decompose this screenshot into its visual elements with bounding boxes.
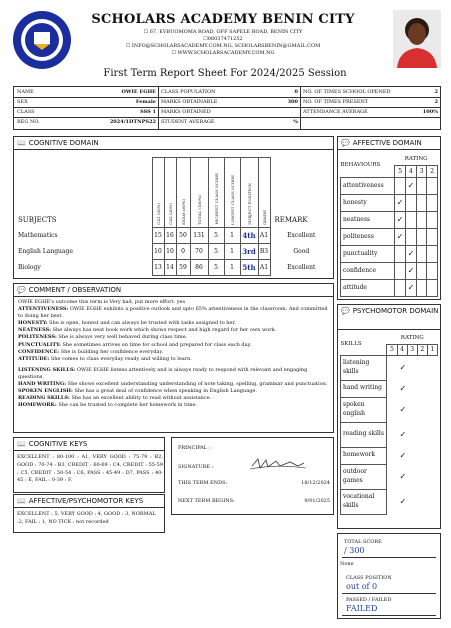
name-label: NAME (17, 89, 34, 95)
school-phone: ☐08037471252 (203, 36, 243, 42)
average-value: % (293, 119, 298, 125)
attendance-value: 100% (422, 109, 438, 115)
term-ends-label: THIS TERM ENDS: (178, 480, 228, 486)
check-icon: ✓ (399, 450, 407, 460)
check-icon: ✓ (407, 180, 415, 190)
rating-cell (427, 194, 438, 211)
term-ends-value: 18/12/2024 (301, 480, 330, 486)
scale-2: 2 (427, 165, 438, 177)
present-label: NO. OF TIMES PRESENT (303, 99, 369, 105)
rating-cell (387, 489, 438, 514)
table-row (16, 228, 332, 244)
opened-value: 2 (434, 89, 438, 95)
affective-keys-title: AFFECTIVE/PSYCHOMOTOR KEYS (28, 497, 144, 505)
comment-line: ATTITUDE: She comes to class everyday ready and willing to learn. (18, 355, 192, 362)
obtainable-value: 300 (287, 99, 298, 105)
reg-label: REG NO. (17, 119, 40, 125)
obtainable-label: MARKS OBTAINABLE (161, 99, 218, 105)
rating-cell (387, 464, 438, 489)
rating-cell (395, 262, 406, 279)
rating-cell (406, 194, 417, 211)
subject-name: Mathematics (18, 232, 58, 239)
cell: 1 (224, 260, 240, 276)
cell: 50 (176, 228, 190, 244)
subject-name: English Language (18, 248, 73, 255)
check-icon: ✓ (407, 265, 415, 275)
status-value: FAILED (346, 604, 378, 613)
check-icon: ✓ (396, 231, 404, 241)
cell: 5 (208, 244, 224, 260)
rating-cell (406, 279, 417, 296)
scale-3: 3 (416, 165, 427, 177)
comment-line: LISTENING SKILLS: OWIE EGHE listens attentively and is always ready to respond with relevant and engaging questions. (18, 366, 308, 380)
remark: Excellent (287, 232, 316, 239)
rating-cell (387, 380, 438, 397)
class-position-label: CLASS POSITION (346, 575, 392, 581)
table-row (16, 260, 332, 276)
school-address: ☐ 67, EVBUOMOMA ROAD, OFF SAPELE ROAD, BENIN CITY (143, 29, 303, 35)
behaviour-row (341, 177, 438, 194)
skill-row (341, 380, 438, 397)
rating-cell (427, 228, 438, 245)
cognitive-domain-header (17, 139, 99, 147)
subjects-header: SUBJECTS (18, 215, 57, 224)
rating-cell (387, 397, 438, 422)
rating-label: RATING (404, 155, 428, 162)
psychomotor-domain-section (337, 304, 441, 529)
cell: 14 (164, 260, 176, 276)
behaviour-name: honesty (341, 194, 395, 211)
rating-cell (416, 211, 427, 228)
remark: Good (293, 248, 310, 255)
check-icon: ✓ (399, 404, 407, 414)
rating-cell (406, 228, 417, 245)
comment-title: COMMENT / OBSERVATION (28, 286, 122, 294)
col-header-total: TOTAL (100%) (196, 195, 202, 225)
position-none: None (340, 561, 354, 567)
col-header-ca2: CA2 (20%) (167, 203, 173, 225)
rating-cell (416, 194, 427, 211)
chat-icon: 💬 (341, 139, 350, 147)
present-value: 2 (434, 99, 438, 105)
rating-cell (387, 422, 438, 447)
school-logo (12, 10, 72, 70)
affective-domain-title: AFFECTIVE DOMAIN (352, 139, 422, 147)
cell-position: 5th (240, 260, 258, 276)
col-header-grade: GRADE (261, 209, 267, 225)
cognitive-domain-title: COGNITIVE DOMAIN (28, 139, 99, 147)
chat-icon: 💬 (17, 286, 26, 294)
affective-table (340, 153, 438, 297)
affective-keys-section (13, 494, 165, 533)
rating-cell (406, 262, 417, 279)
col-header-lowest: LOWEST CLASS SCORE (229, 175, 235, 225)
rating-cell (395, 194, 406, 211)
book-icon: 📖 (17, 139, 26, 147)
school-name: SCHOLARS ACADEMY BENIN CITY (91, 12, 355, 27)
behaviour-row (341, 194, 438, 211)
skill-name: homework (341, 447, 387, 464)
cell: 86 (190, 260, 208, 276)
skill-name: listening skills (341, 355, 387, 380)
check-icon: ✓ (396, 197, 404, 207)
class-position-value: out of 0 (346, 582, 378, 591)
comment-header (17, 286, 121, 294)
scale-4: 4 (406, 165, 417, 177)
check-icon: ✓ (407, 248, 415, 258)
cell: 5 (208, 228, 224, 244)
name-value: OWIE EGHE (121, 89, 156, 95)
summary-section (337, 533, 441, 619)
check-icon: ✓ (399, 362, 407, 372)
opened-label: NO. OF TIMES SCHOOL OPENED (303, 89, 391, 95)
rating-cell (395, 228, 406, 245)
behaviour-row (341, 211, 438, 228)
rating-cell (395, 279, 406, 296)
check-icon: ✓ (399, 429, 407, 439)
rating-cell (406, 245, 417, 262)
behaviour-row (341, 245, 438, 262)
rating-cell (427, 177, 438, 194)
cognitive-keys-title: COGNITIVE KEYS (28, 440, 88, 448)
rating-cell (416, 228, 427, 245)
school-email: ☐ INFO@SCHOLARSACADEMY.COM.NG, SCHOLARSBENIN@GMAIL.COM (125, 43, 321, 49)
cell-position: 3rd (240, 244, 258, 260)
comment-line: HONESTY: She is open, honest and can always be trusted with tasks assigned to her. (18, 320, 236, 327)
behaviour-name: attitude (341, 279, 395, 296)
report-title: First Term Report Sheet For 2024/2025 Session (103, 68, 347, 79)
next-term-label: NEXT TERM BEGINS: (178, 498, 235, 504)
behaviour-name: punctuality (341, 245, 395, 262)
total-score-label: TOTAL SCORE (344, 539, 382, 545)
check-icon: ✓ (399, 471, 407, 481)
average-label: STUDENT AVERAGE (161, 119, 215, 125)
comment-body (18, 299, 330, 409)
attendance-label: ATTENDANCE AVERAGE (303, 109, 368, 115)
status-label: PASSED / FAILED (346, 597, 392, 603)
scale-1: 1 (427, 344, 437, 355)
comment-line: POLITENESS: She is always very well behaved during class time. (18, 334, 188, 341)
skill-row (341, 489, 438, 514)
principal-label: PRINCIPAL : (178, 445, 211, 451)
remark: Excellent (287, 264, 316, 271)
cell: 59 (176, 260, 190, 276)
skill-name: reading skills (341, 422, 387, 447)
check-icon: ✓ (407, 282, 415, 292)
reg-value: 2024/1DTNPS22 (109, 119, 156, 125)
behaviour-name: neatness (341, 211, 395, 228)
col-header-highest: HIGHEST CLASS SCORE (213, 173, 219, 225)
cognitive-table (16, 157, 332, 276)
check-icon: ✓ (399, 383, 407, 393)
rating-cell (387, 355, 438, 380)
psychomotor-domain-title: PSYCHOMOTOR DOMAIN (352, 307, 439, 315)
cell: 13 (152, 260, 164, 276)
table-row (16, 244, 332, 260)
skill-name: vocational skills (341, 489, 387, 514)
scale-5: 5 (387, 344, 397, 355)
skill-row (341, 447, 438, 464)
skill-row (341, 464, 438, 489)
signature-label: SIGNATURE : (178, 464, 214, 470)
psychomotor-table (340, 333, 438, 515)
behaviour-row (341, 279, 438, 296)
cell: 10 (164, 244, 176, 260)
rating-cell (427, 262, 438, 279)
behaviour-name: attentiveness (341, 177, 395, 194)
cell: B3 (258, 244, 270, 260)
scale-3: 3 (407, 344, 417, 355)
behaviour-name: politeness (341, 228, 395, 245)
col-header-exam: EXAM (60%) (180, 199, 186, 225)
comment-line: HOMEWORK: She can be trusted to complete her homework in time. (18, 402, 197, 409)
rating-cell (395, 245, 406, 262)
rating-cell (406, 177, 417, 194)
cell: 1 (224, 228, 240, 244)
skills-label: SKILLS (340, 340, 362, 347)
chat-icon: 💬 (341, 307, 350, 315)
sex-label: SEX (17, 99, 28, 105)
class-value: SSS 1 (140, 109, 156, 115)
population-value: 0 (294, 89, 298, 95)
cell: 15 (152, 228, 164, 244)
book-icon: 📖 (17, 440, 26, 448)
principal-section (171, 437, 334, 515)
rating-label: RATING (400, 335, 424, 342)
affective-domain-header (341, 139, 422, 147)
class-label: CLASS (17, 109, 35, 115)
signature-image (248, 454, 308, 474)
rating-cell (416, 177, 427, 194)
cell: 10 (152, 244, 164, 260)
col-header-ca1: CA1 (20%) (155, 203, 161, 225)
rating-cell (395, 177, 406, 194)
rating-cell (406, 211, 417, 228)
cell: 131 (190, 228, 208, 244)
skill-name: hand writing (341, 380, 387, 397)
cognitive-domain-section (13, 136, 334, 279)
behaviours-label: BEHAVIOURS (340, 161, 381, 168)
book-icon: 📖 (17, 497, 26, 505)
behaviour-name: confidence (341, 262, 395, 279)
rating-cell (416, 262, 427, 279)
skill-name: spoken english (341, 397, 387, 422)
rating-cell (416, 245, 427, 262)
sex-value: Female (135, 99, 156, 105)
next-term-value: 9/01/2025 (304, 498, 330, 504)
behaviour-row (341, 262, 438, 279)
cell: 16 (164, 228, 176, 244)
col-header-position: SUBJECT POSITION (246, 183, 252, 225)
cell: A1 (258, 228, 270, 244)
check-icon: ✓ (399, 496, 407, 506)
affective-keys-header (17, 497, 143, 505)
cell: 0 (176, 244, 190, 260)
subject-name: Biology (18, 264, 41, 271)
skill-name: outdoor games (341, 464, 387, 489)
behaviour-row (341, 228, 438, 245)
comment-line: READING SKILLS: She has an excellent ability to read without assistance. (18, 395, 212, 402)
rating-cell (427, 245, 438, 262)
affective-domain-section (337, 136, 441, 300)
psychomotor-domain-header (341, 307, 439, 316)
skill-row (341, 422, 438, 447)
rating-cell (395, 211, 406, 228)
rating-cell (427, 211, 438, 228)
check-icon: ✓ (396, 214, 404, 224)
comment-line: NEATNESS: She always has neat book work which shows respect and high regard for her own work. (18, 327, 277, 334)
school-website: ☐ WWW.SCHOLARSACADEMY.COM.NG (171, 50, 275, 56)
comment-line: SPOKEN ENGLISH: She has a great deal of confidence when speaking in English Language. (18, 388, 257, 395)
cognitive-keys-text: EXCELLENT : 80-100 : A1, VERY GOOD : 75-79 : B2, GOOD : 70-74 : B3, CREDIT : 60-69 : C4, CREDIT : 55-59 : C5, CREDIT : 50-54 : C6, PASS : 45-49 : D7, PASS : 40-45 : E, FAIL : 0-39 : F, (17, 454, 163, 484)
comment-line: CONFIDENCE: She is building her confidence everyday. (18, 348, 164, 355)
rating-cell (387, 447, 438, 464)
comment-intro: OWIE EGHE's outcome this term is Very bad, put more effort. yes (18, 299, 186, 305)
cell: A1 (258, 260, 270, 276)
skill-row (341, 355, 438, 380)
obtained-label: MARKS OBTAINED (161, 109, 211, 115)
rating-cell (427, 279, 438, 296)
remark-header: REMARK (274, 215, 308, 224)
affective-keys-text: EXCELLENT : 5, VERY GOOD : 4, GOOD : 3, NORMAL :2, FAIL : 1, NO TICK : not recorded (17, 511, 156, 525)
population-label: CLASS POPULATION (161, 89, 216, 95)
cell: 70 (190, 244, 208, 260)
student-photo (393, 10, 441, 68)
comment-section (13, 283, 334, 433)
cognitive-keys-header (17, 440, 87, 448)
comment-line: PUNCTUALITY: She sometimes arrives on time for school and prepared for class each day. (18, 341, 252, 348)
scale-2: 2 (417, 344, 427, 355)
scale-5: 5 (395, 165, 406, 177)
scale-4: 4 (397, 344, 407, 355)
comment-line: ATTENTIVENESS: OWIE EGHE exhibits a positive outlook and upto 65% attentiveness in the classroom. And committed to doing her best. (18, 306, 328, 320)
cell: 5 (208, 260, 224, 276)
total-score-value: / 300 (344, 546, 365, 555)
comment-line: HAND WRITING: She shows excellent understanding understanding of note taking, spelling, grammar and punctuation. (18, 381, 328, 388)
cognitive-keys-section (13, 437, 165, 493)
cell-position: 4th (240, 228, 258, 244)
skill-row (341, 397, 438, 422)
rating-cell (416, 279, 427, 296)
student-info-table (13, 86, 441, 130)
cell: 1 (224, 244, 240, 260)
